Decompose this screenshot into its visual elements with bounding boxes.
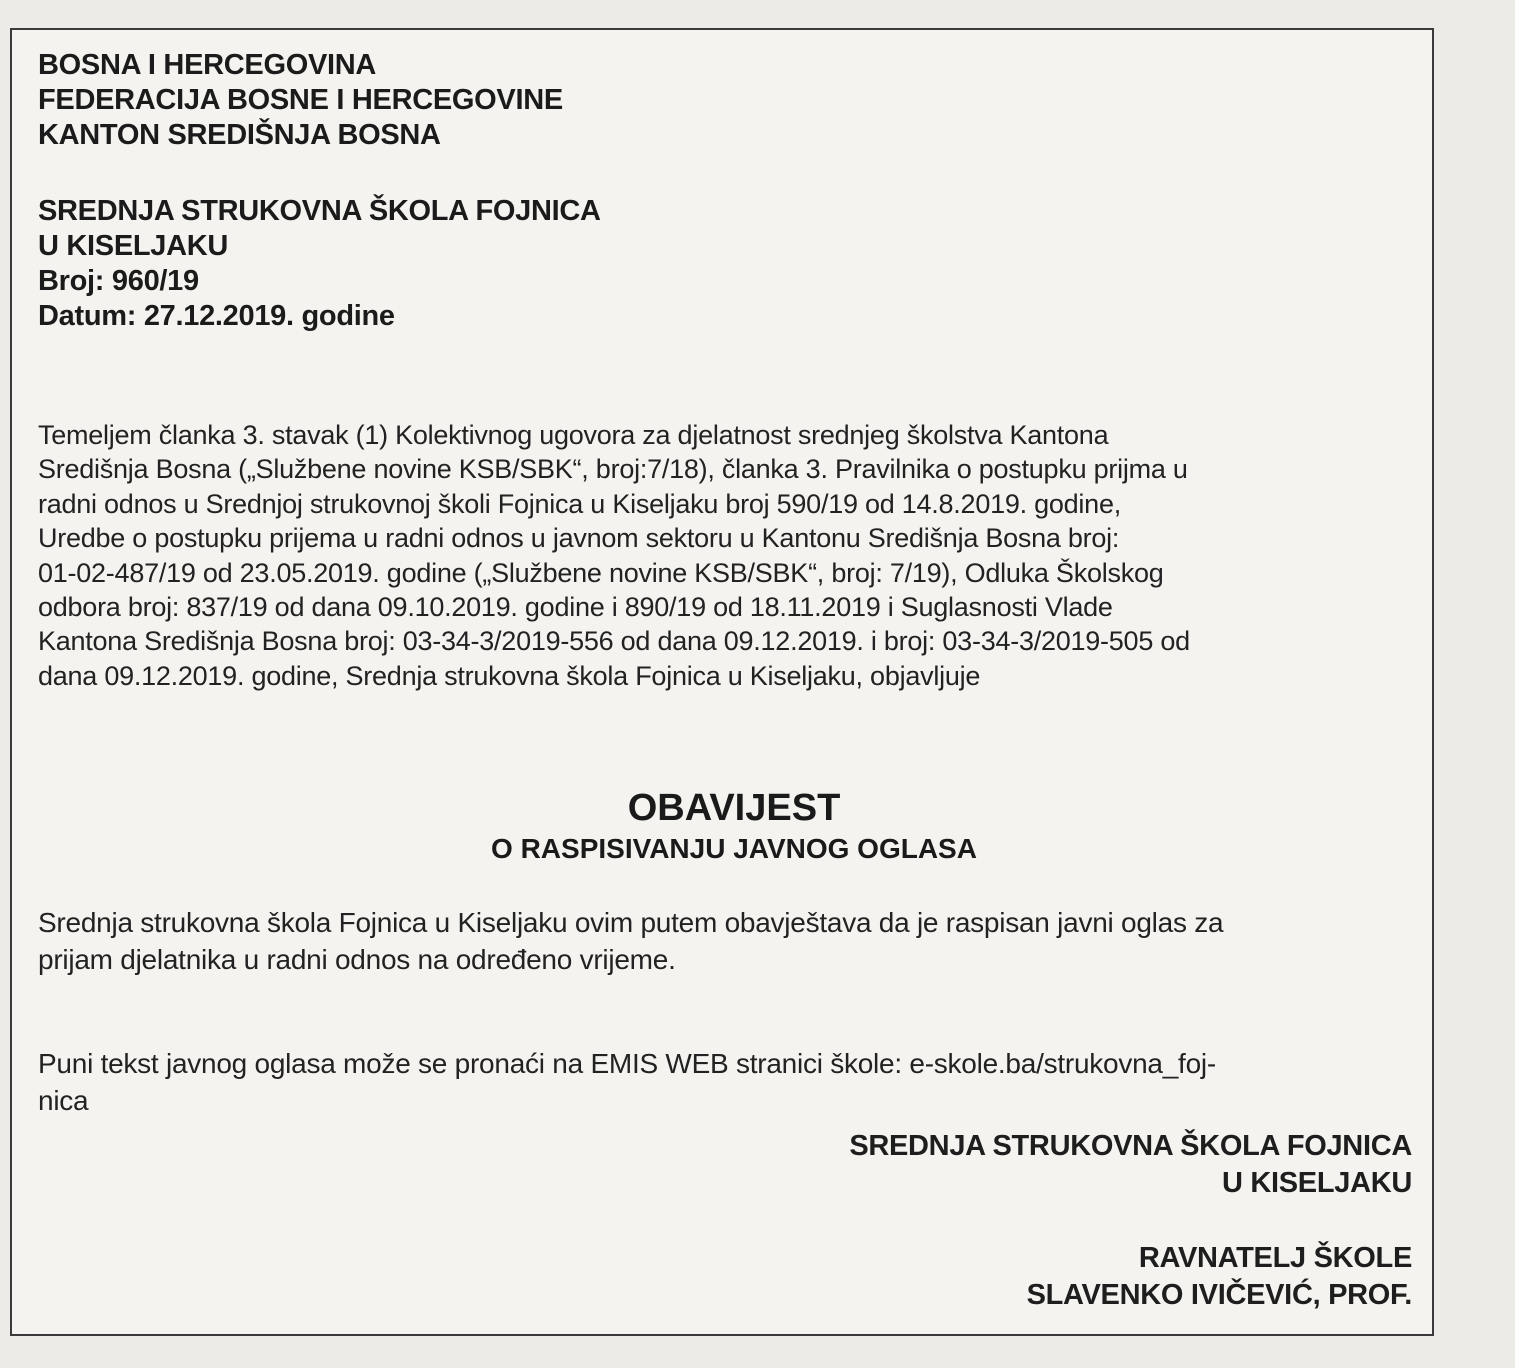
school-location: U KISELJAKU	[38, 230, 229, 262]
signature-director	[1027, 1240, 1412, 1314]
signature-school-location: U KISELJAKU	[1221, 1167, 1412, 1199]
document-date: Datum: 27.12.2019. godine	[38, 300, 395, 332]
intro-line: Temeljem članka 3. stavak (1) Kolektivnog ugovora za djelatnost srednjeg školstva Kantona	[38, 420, 1109, 450]
signature-school-name: SREDNJA STRUKOVNA ŠKOLA FOJNICA	[849, 1130, 1412, 1162]
legal-basis-paragraph	[38, 418, 1418, 693]
full-text-line: nica	[38, 1085, 89, 1116]
header-line-country: BOSNA I HERCEGOVINA	[38, 49, 377, 81]
intro-line: Središnja Bosna („Službene novine KSB/SBK“, broj:7/18), članka 3. Pravilnika o postupku prijma u	[38, 454, 1188, 485]
intro-line: 01-02-487/19 od 23.05.2019. godine („Službene novine KSB/SBK“, broj: 7/19), Odluka Školskog	[38, 557, 1164, 588]
director-title: RAVNATELJ ŠKOLE	[1138, 1242, 1412, 1274]
notice-subtitle: O RASPISIVANJU JAVNOG OGLASA	[491, 833, 977, 864]
notice-title: OBAVIJEST	[627, 787, 841, 829]
director-name: SLAVENKO IVIČEVIĆ, PROF.	[1026, 1279, 1412, 1311]
institution-header	[38, 48, 563, 153]
intro-line: Uredbe o postupku prijema u radni odnos u javnom sektoru u Kantonu Središnja Bosna broj:	[38, 523, 1120, 554]
document-number: Broj: 960/19	[38, 265, 199, 297]
intro-line: dana 09.12.2019. godine, Srednja strukovna škola Fojnica u Kiseljaku, objavljuje	[38, 660, 981, 691]
full-text-paragraph	[38, 1045, 1418, 1119]
header-line-federation: FEDERACIJA BOSNE I HERCEGOVINE	[38, 84, 563, 116]
full-text-line: Puni tekst javnog oglasa može se pronaći na EMIS WEB stranici škole: e-skole.ba/strukovna_foj-	[38, 1048, 1216, 1079]
announcement-line: Srednja strukovna škola Fojnica u Kiseljaku ovim putem obavještava da je raspisan javni oglas za	[38, 907, 1224, 938]
notice-frame	[10, 28, 1434, 1336]
intro-line: Kantona Središnja Bosna broj: 03-34-3/2019-556 od dana 09.12.2019. i broj: 03-34-3/2019-505 od	[38, 626, 1190, 657]
signature-school	[849, 1128, 1412, 1202]
announcement-line: prijam djelatnika u radni odnos na određeno vrijeme.	[38, 944, 676, 975]
header-line-canton: KANTON SREDIŠNJA BOSNA	[38, 119, 441, 151]
announcement-paragraph	[38, 904, 1418, 978]
intro-line: radni odnos u Srednjoj strukovnoj školi Fojnica u Kiseljaku broj 590/19 od 14.8.2019. godine,	[38, 488, 1121, 519]
school-header	[38, 194, 601, 334]
school-name: SREDNJA STRUKOVNA ŠKOLA FOJNICA	[38, 195, 601, 227]
intro-line: odbora broj: 837/19 od dana 09.10.2019. godine i 890/19 od 18.11.2019 i Suglasnosti Vlade	[38, 592, 1113, 623]
